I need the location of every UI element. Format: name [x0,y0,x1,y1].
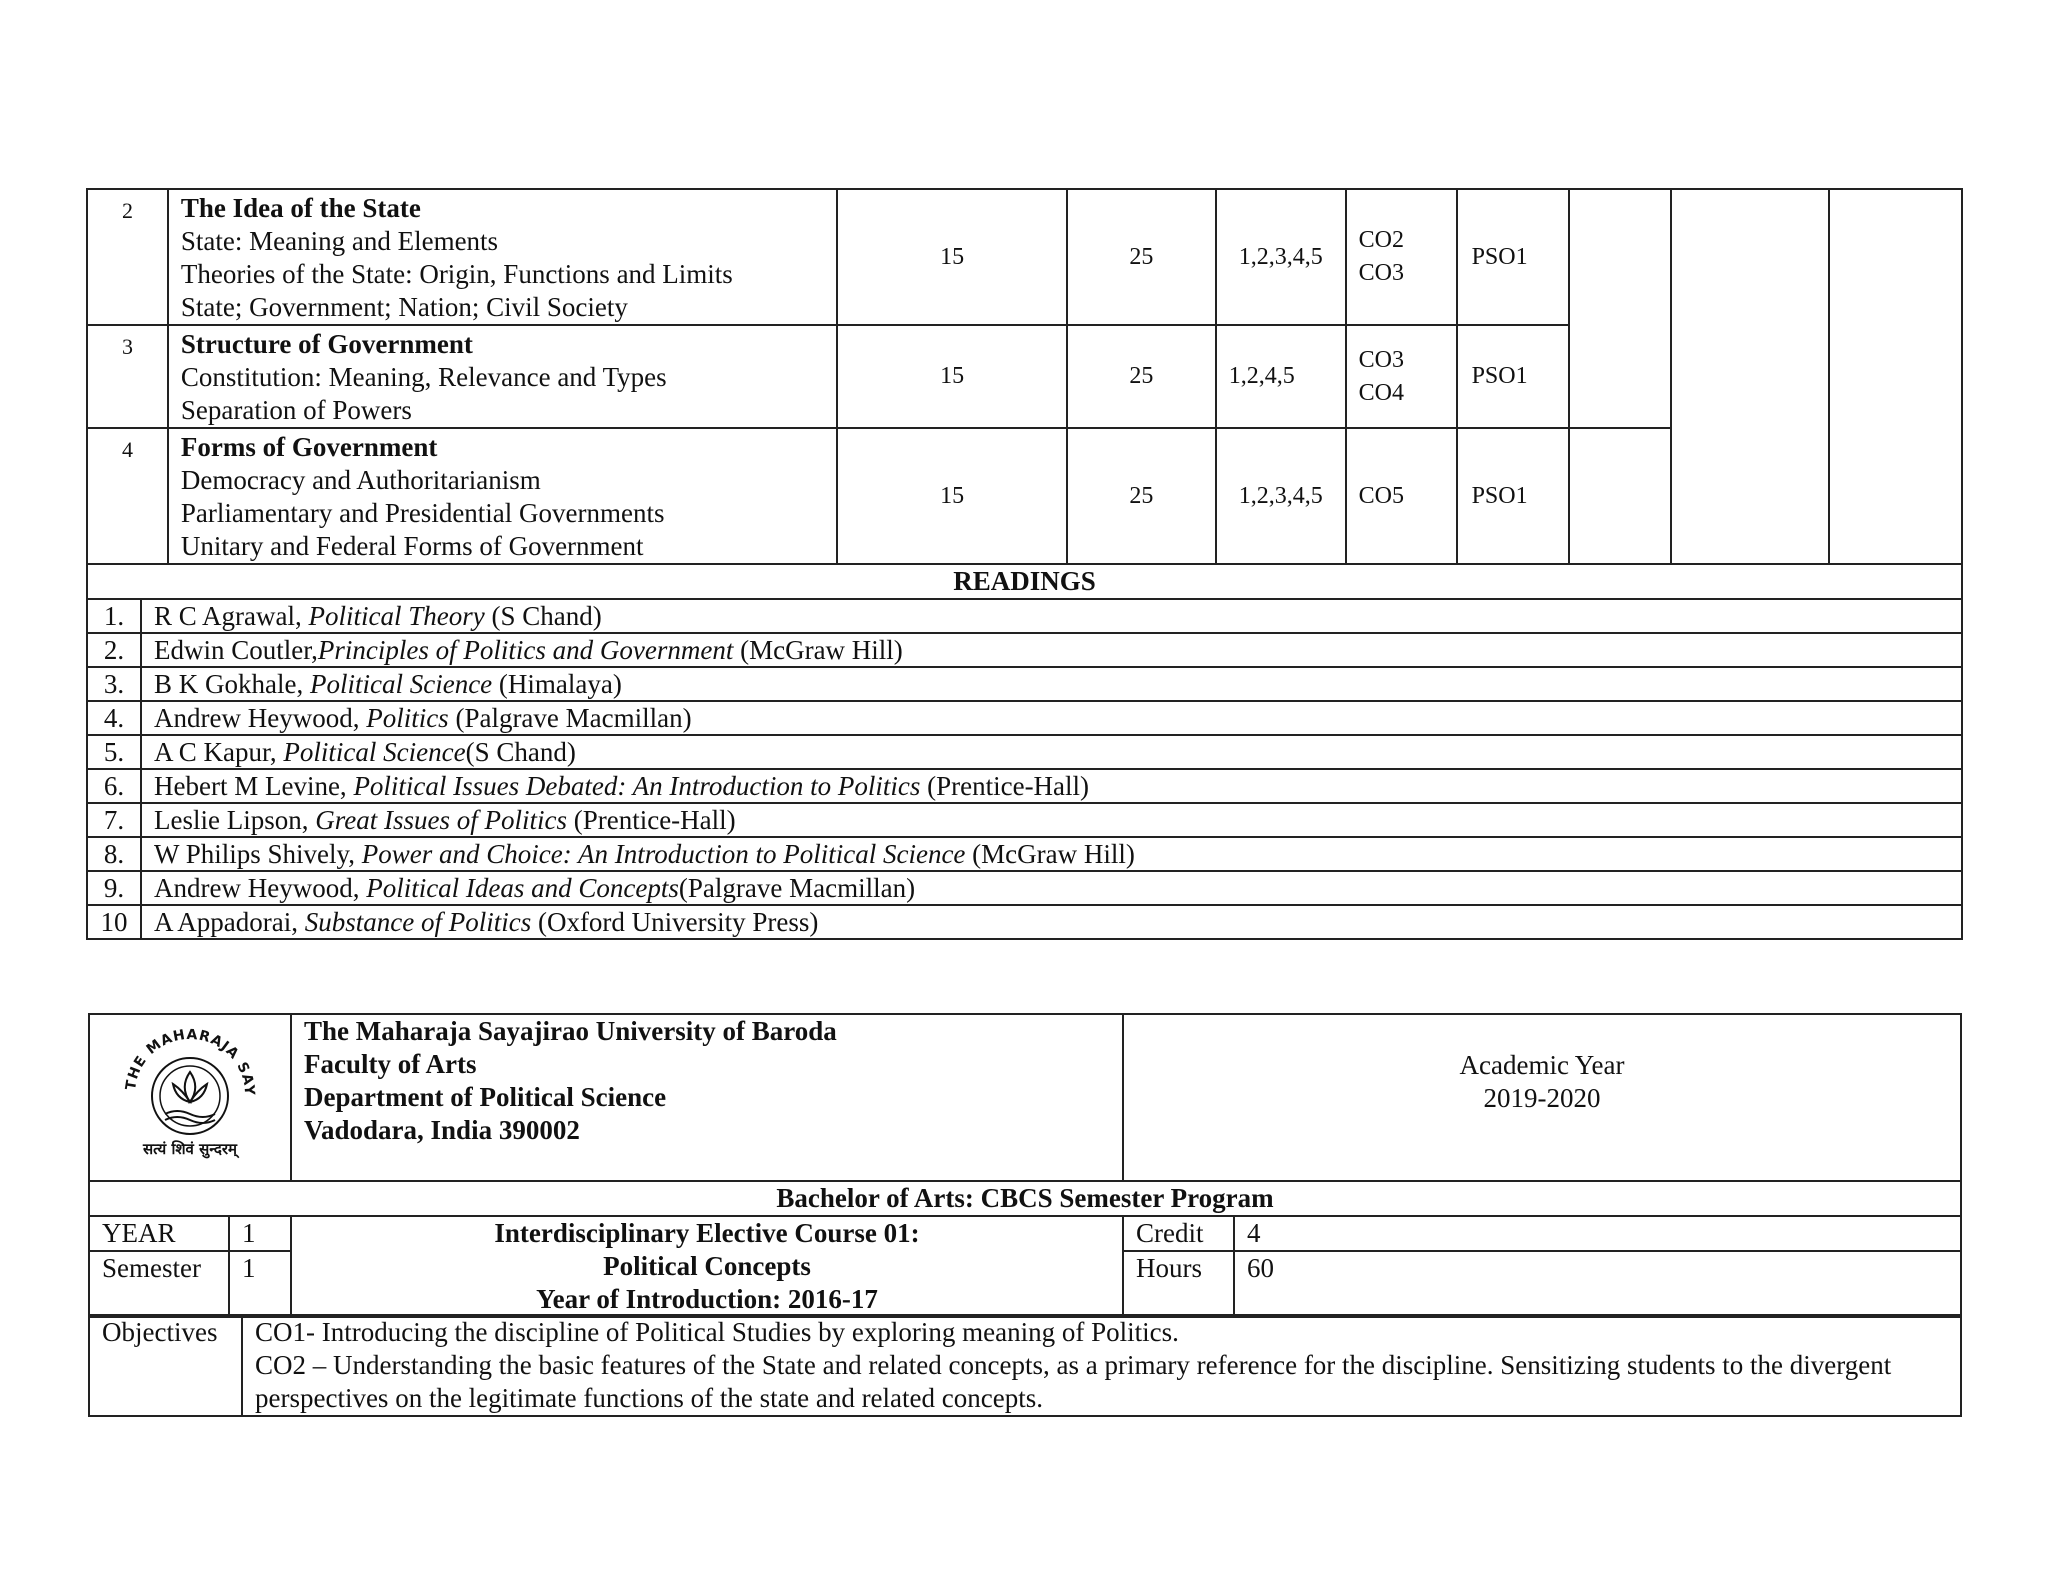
objectives-text [242,1315,1961,1416]
unit-pso: PSO1 [1457,189,1569,325]
unit-title: The Idea of the State [180,193,421,223]
seal-arc-text: THE MAHARAJA SAY [123,1026,258,1095]
unit-number: 3 [87,325,168,428]
reading-citation [141,871,1962,905]
unit-topic-line: Constitution: Meaning, Relevance and Types [180,362,667,392]
unit-topic-line: Unitary and Federal Forms of Government [180,531,644,561]
department-name: Department of Political Science [304,1082,667,1112]
reading-number: 2. [87,633,141,667]
unit-pso: PSO1 [1457,325,1569,428]
reading-citation [141,701,1962,735]
reading-title: Political Issues Debated: An Introduction to Politics [353,771,921,801]
reading-row [87,667,1962,701]
reading-citation [141,599,1962,633]
objective-item: CO2 – Understanding the basic features of the State and related concepts, as a primary reference for the discipline. Sensitizing students to the divergent perspectives on the legitimate functions of the state and related concepts. [255,1350,1892,1413]
unit-co [1346,428,1457,564]
reading-number: 10 [87,905,141,939]
reading-row [87,735,1962,769]
reading-author: Andrew Heywood, [154,873,367,903]
unit-weightage: 25 [1067,325,1216,428]
reading-title: Great Issues of Politics [315,805,567,835]
unit-topic-line: State; Government; Nation; Civil Society [180,292,628,322]
course-header-table [88,1013,1962,1318]
unit-hours: 15 [837,189,1067,325]
unit-co [1346,325,1457,428]
semester-value: 1 [229,1251,291,1317]
reading-number: 7. [87,803,141,837]
reading-title: Political Ideas and Concepts [366,873,679,903]
objectives-label: Objectives [89,1315,242,1416]
unit-number: 2 [87,189,168,325]
reading-title: Power and Choice: An Introduction to Political Science [361,839,966,869]
readings-heading: READINGS [87,564,1962,599]
reading-number: 3. [87,667,141,701]
credit-label: Credit [1123,1216,1234,1251]
reading-publisher: (Prentice-Hall) [566,805,736,835]
academic-year-value: 2019-2020 [1483,1083,1601,1113]
unit-hours: 15 [837,428,1067,564]
co-code: CO3 [1358,260,1404,286]
objective-item: CO1- Introducing the discipline of Political Studies by exploring meaning of Politics. [255,1317,1179,1347]
unit-methods: 1,2,3,4,5 [1216,189,1346,325]
course-title [291,1216,1123,1317]
reading-author: B K Gokhale, [154,669,310,699]
reading-author: Andrew Heywood, [154,703,367,733]
co-code: CO5 [1358,482,1404,509]
reading-number: 5. [87,735,141,769]
reading-row [87,599,1962,633]
unit-topics [168,325,837,428]
reading-publisher: (McGraw Hill) [733,635,903,665]
unit-title: Structure of Government [180,329,473,359]
reading-publisher: (Palgrave Macmillan) [678,873,916,903]
reading-row [87,701,1962,735]
unit-topics [168,189,837,325]
reading-title: Political Science [309,669,493,699]
blank-cell [1671,189,1829,564]
academic-year-cell [1123,1014,1961,1181]
reading-number: 4. [87,701,141,735]
reading-publisher: (S Chand) [465,737,576,767]
unit-weightage: 25 [1067,428,1216,564]
reading-author: Leslie Lipson, [154,805,316,835]
unit-row [87,189,1962,325]
reading-title: Political Theory [308,601,485,631]
readings-table [86,563,1963,940]
reading-row [87,633,1962,667]
reading-row [87,905,1962,939]
reading-title: Substance of Politics [304,907,532,937]
reading-citation [141,905,1962,939]
hours-value: 60 [1234,1251,1961,1317]
unit-topic-line: Parliamentary and Presidential Governments [180,498,665,528]
unit-topics [168,428,837,564]
unit-number: 4 [87,428,168,564]
reading-citation [141,803,1962,837]
university-seal [89,1014,291,1181]
reading-author: A C Kapur, [154,737,284,767]
reading-row [87,871,1962,905]
reading-author: W Philips Shively, [154,839,362,869]
objectives-table [88,1314,1962,1417]
reading-number: 8. [87,837,141,871]
reading-title: Principles of Politics and Government [317,635,734,665]
reading-row [87,769,1962,803]
reading-title: Politics [366,703,449,733]
reading-publisher: (Oxford University Press) [531,907,819,937]
university-address: Vadodara, India 390002 [304,1115,580,1145]
blank-cell [1569,428,1672,564]
year-value: 1 [229,1216,291,1251]
reading-citation [141,837,1962,871]
reading-author: Hebert M Levine, [154,771,354,801]
academic-year-label: Academic Year [1459,1050,1625,1080]
university-seal-icon [115,1024,265,1164]
reading-publisher: (Prentice-Hall) [920,771,1090,801]
semester-label: Semester [89,1251,229,1317]
reading-row [87,837,1962,871]
blank-cell [1829,189,1962,564]
co-code: CO3 [1358,346,1404,373]
reading-publisher: (S Chand) [484,601,602,631]
seal-motto: सत्यं शिवं सुन्दरम् [143,1139,237,1158]
credit-value: 4 [1234,1216,1961,1251]
unit-co [1346,189,1457,325]
unit-methods: 1,2,4,5 [1216,325,1346,428]
unit-topic-line: Theories of the State: Origin, Functions and Limits [180,259,733,289]
unit-weightage: 25 [1067,189,1216,325]
hours-label: Hours [1123,1251,1234,1317]
reading-author: A Appadorai, [154,907,305,937]
reading-number: 6. [87,769,141,803]
university-name: The Maharaja Sayajirao University of Baroda [304,1016,837,1046]
svg-text:THE MAHARAJA SAYAJIRAO UNIVERS [115,1024,257,1097]
reading-publisher: (Himalaya) [492,669,622,699]
unit-topic-line: Democracy and Authoritarianism [180,465,541,495]
reading-citation [141,633,1962,667]
reading-number: 1. [87,599,141,633]
unit-title: Forms of Government [180,432,438,462]
program-title: Bachelor of Arts: CBCS Semester Program [89,1181,1961,1216]
reading-citation [141,735,1962,769]
blank-cell [1569,189,1672,428]
unit-topic-line: State: Meaning and Elements [180,226,499,256]
reading-publisher: (Palgrave Macmillan) [448,703,692,733]
reading-publisher: (McGraw Hill) [965,839,1135,869]
unit-methods: 1,2,3,4,5 [1216,428,1346,564]
unit-pso: PSO1 [1457,428,1569,564]
reading-row [87,803,1962,837]
reading-citation [141,769,1962,803]
co-code: CO2 [1358,227,1404,253]
unit-topic-line: Separation of Powers [180,395,412,425]
reading-author: Edwin Coutler, [154,635,318,665]
course-name: Political Concepts [603,1251,811,1281]
reading-number: 9. [87,871,141,905]
unit-hours: 15 [837,325,1067,428]
reading-author: R C Agrawal, [154,601,309,631]
reading-title: Political Science [283,737,466,767]
reading-citation [141,667,1962,701]
course-introduction: Year of Introduction: 2016-17 [536,1284,878,1314]
university-info [291,1014,1123,1181]
course-type: Interdisciplinary Elective Course 01: [494,1218,920,1248]
faculty-name: Faculty of Arts [304,1049,477,1079]
year-label: YEAR [89,1216,229,1251]
co-code: CO4 [1358,379,1404,406]
units-table [86,188,1963,565]
